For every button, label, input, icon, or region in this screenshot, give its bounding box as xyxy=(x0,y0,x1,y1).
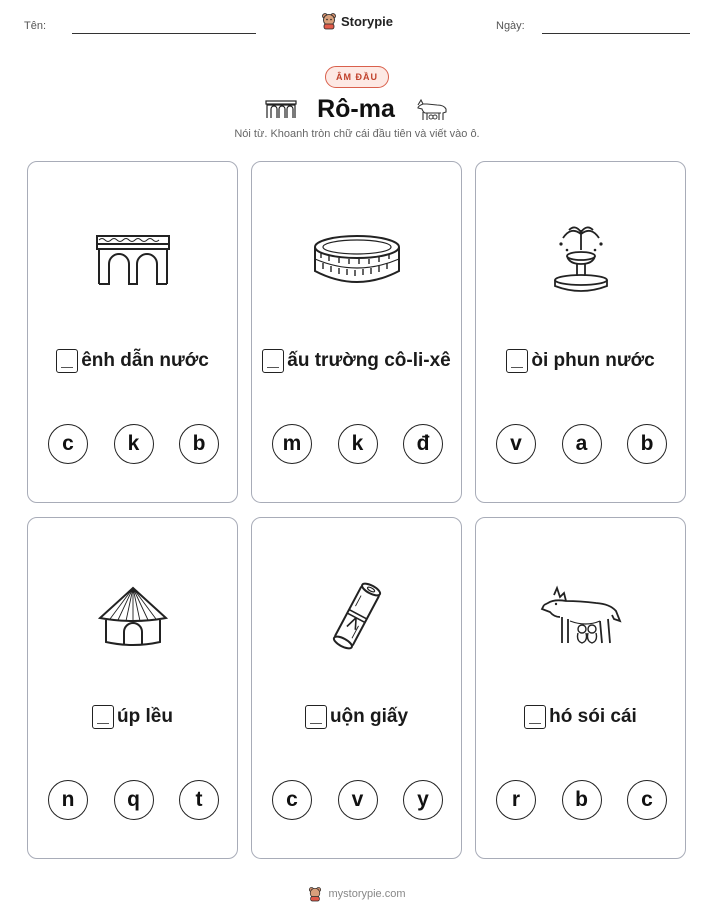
bear-logo-icon xyxy=(321,12,337,30)
page-title: Rô-ma xyxy=(317,94,395,123)
date-label: Ngày: xyxy=(496,20,525,32)
letter-choice[interactable]: b xyxy=(562,780,602,820)
card-picture xyxy=(252,222,461,298)
letter-choice[interactable]: y xyxy=(403,780,443,820)
brand-name: Storypie xyxy=(340,13,393,29)
choice-row xyxy=(496,424,667,464)
category-badge: ÂM ĐẦU xyxy=(325,66,389,88)
bear-logo-icon xyxy=(308,886,322,902)
answer-box[interactable] xyxy=(524,705,546,729)
letter-choice[interactable]: k xyxy=(338,424,378,464)
she-wolf-icon xyxy=(540,585,622,647)
letter-choice[interactable]: b xyxy=(627,424,667,464)
word-card xyxy=(27,161,238,503)
card-picture xyxy=(28,578,237,654)
word-card xyxy=(475,517,686,859)
word-card xyxy=(475,161,686,503)
choice-row xyxy=(48,780,219,820)
word-text: òi phun nước xyxy=(531,350,655,371)
card-picture xyxy=(28,222,237,298)
word-card xyxy=(27,517,238,859)
letter-choice[interactable]: r xyxy=(496,780,536,820)
letter-choice[interactable]: v xyxy=(496,424,536,464)
word-row xyxy=(28,349,237,373)
fountain-icon xyxy=(553,224,609,296)
word-text: hó sói cái xyxy=(549,706,637,727)
instructions: Nói từ. Khoanh tròn chữ cái đầu tiên và viết vào ô. xyxy=(234,128,480,140)
word-card xyxy=(251,161,462,503)
aqueduct-icon xyxy=(265,99,297,119)
colosseum-icon xyxy=(313,233,401,287)
word-text: ênh dẫn nước xyxy=(81,350,209,371)
title-row xyxy=(0,92,714,126)
letter-choice[interactable]: k xyxy=(114,424,154,464)
word-row xyxy=(252,705,461,729)
letter-choice[interactable]: m xyxy=(272,424,312,464)
word-text: uộn giấy xyxy=(329,706,409,727)
answer-box[interactable] xyxy=(305,705,327,729)
she-wolf-icon xyxy=(415,96,449,122)
choice-row xyxy=(496,780,667,820)
letter-choice[interactable]: a xyxy=(562,424,602,464)
word-card xyxy=(251,517,462,859)
brand-logo xyxy=(0,12,714,35)
word-row xyxy=(476,349,685,373)
answer-box[interactable] xyxy=(56,349,78,373)
word-text: ấu trường cô-li-xê xyxy=(287,350,451,371)
card-picture xyxy=(476,222,685,298)
letter-choice[interactable]: c xyxy=(48,424,88,464)
footer-url[interactable]: mystorypie.com xyxy=(328,888,406,900)
choice-row xyxy=(272,424,443,464)
letter-choice[interactable]: đ xyxy=(403,424,443,464)
card-picture xyxy=(252,578,461,654)
letter-choice[interactable]: v xyxy=(338,780,378,820)
letter-choice[interactable]: c xyxy=(272,780,312,820)
scroll-icon xyxy=(327,578,387,654)
name-label: Tên: xyxy=(24,20,47,32)
word-row xyxy=(28,705,237,729)
word-text: úp lều xyxy=(117,706,173,727)
card-picture xyxy=(476,578,685,654)
word-row xyxy=(252,349,461,373)
answer-box[interactable] xyxy=(262,349,284,373)
hut-icon xyxy=(98,584,168,648)
letter-choice[interactable]: q xyxy=(114,780,154,820)
letter-choice[interactable]: n xyxy=(48,780,88,820)
aqueduct-icon xyxy=(95,234,171,286)
letter-choice[interactable]: t xyxy=(179,780,219,820)
choice-row xyxy=(272,780,443,820)
answer-box[interactable] xyxy=(506,349,528,373)
letter-choice[interactable]: b xyxy=(179,424,219,464)
choice-row xyxy=(48,424,219,464)
footer xyxy=(0,886,714,902)
answer-box[interactable] xyxy=(92,705,114,729)
word-row xyxy=(476,705,685,729)
letter-choice[interactable]: c xyxy=(627,780,667,820)
